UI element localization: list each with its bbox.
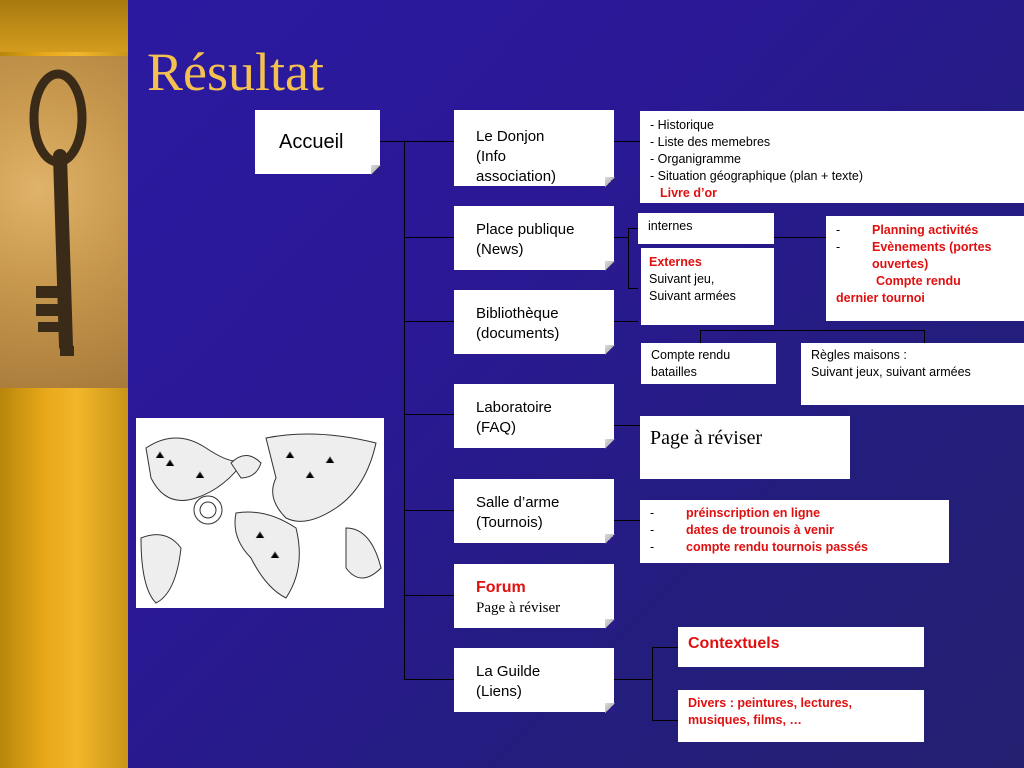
donjon-details-box	[640, 111, 1024, 203]
connector	[404, 510, 454, 511]
internes-detail-item: - Planning activités	[836, 222, 1014, 239]
connector	[628, 228, 638, 229]
node-sublabel: (Tournois)	[476, 514, 543, 531]
page-fold	[605, 261, 615, 271]
page-a-reviser-label: Page à réviser	[650, 427, 763, 449]
node-sublabel: (Info	[476, 148, 507, 165]
salle-arme-item: - dates de trounois à venir	[650, 522, 939, 539]
connector	[404, 679, 454, 680]
fantasy-map-icon	[136, 418, 384, 608]
node-la-guilde[interactable]	[454, 648, 614, 712]
salle-arme-list	[650, 505, 939, 556]
node-place-publique[interactable]	[454, 206, 614, 270]
node-label: Le Donjon	[476, 128, 545, 145]
connector	[924, 330, 925, 343]
connector	[628, 288, 638, 289]
node-forum[interactable]	[454, 564, 614, 628]
connector	[614, 425, 640, 426]
contextuels-box	[678, 627, 924, 667]
contextuels-label: Contextuels	[688, 635, 780, 652]
compte-rendu-line: batailles	[651, 365, 697, 379]
node-sublabel: (documents)	[476, 325, 560, 342]
detail-line: - Liste des memebres	[650, 135, 771, 149]
node-label: Bibliothèque	[476, 305, 559, 322]
compte-rendu-line: Compte rendu	[651, 348, 731, 362]
map-image	[136, 418, 384, 608]
detail-line: - Historique	[650, 118, 714, 132]
page-fold	[605, 439, 615, 449]
internes-detail-item	[836, 239, 1014, 273]
connector	[404, 595, 454, 596]
page-fold	[605, 703, 615, 713]
page-fold	[605, 345, 615, 355]
detail-line: - Situation géographique (plan + texte)	[650, 169, 863, 183]
regles-line: Règles maisons :	[811, 348, 907, 362]
internes-extra: Compte rendu	[876, 274, 961, 288]
internes-details-list	[836, 222, 1014, 273]
node-label: Place publique	[476, 221, 575, 238]
regles-maisons-box	[801, 343, 1024, 405]
connector	[614, 520, 640, 521]
connector	[700, 330, 924, 331]
connector	[380, 141, 405, 142]
connector	[404, 141, 454, 142]
node-label: Salle d’arme	[476, 494, 560, 511]
externes-title: Externes	[649, 255, 702, 269]
node-label: La Guilde	[476, 663, 541, 680]
connector	[700, 330, 701, 343]
news-internes-box	[638, 213, 774, 244]
connector	[614, 237, 628, 238]
connector	[614, 321, 638, 322]
compte-rendu-batailles-box	[641, 343, 776, 384]
page-fold	[605, 619, 615, 629]
internes-detail-text: Evènements (portes ouvertes)	[872, 240, 992, 271]
connector	[652, 720, 678, 721]
connector	[774, 237, 826, 238]
node-sublabel: association)	[476, 168, 557, 185]
salle-arme-item: - préinscription en ligne	[650, 505, 939, 522]
node-sublabel: (FAQ)	[476, 419, 516, 436]
news-externes-box	[641, 248, 774, 325]
connector	[404, 237, 454, 238]
internes-label: internes	[648, 219, 693, 233]
news-internes-details-box	[826, 216, 1024, 321]
node-le-donjon[interactable]	[454, 110, 614, 186]
left-bar-top	[0, 0, 128, 52]
connector	[628, 228, 629, 288]
page-fold	[371, 165, 381, 175]
connector	[404, 141, 405, 679]
detail-highlight: Livre d’or	[660, 186, 717, 200]
connector	[652, 647, 653, 720]
key-photo	[0, 56, 128, 388]
connector	[404, 321, 454, 322]
page-fold	[605, 177, 615, 187]
key-icon	[0, 56, 128, 388]
root-node-accueil[interactable]	[255, 110, 380, 174]
node-laboratoire[interactable]	[454, 384, 614, 448]
node-sublabel: (News)	[476, 241, 524, 258]
node-bibliotheque[interactable]	[454, 290, 614, 354]
salle-arme-details-box	[640, 500, 949, 563]
detail-line: - Organigramme	[650, 152, 741, 166]
page-fold	[605, 534, 615, 544]
externes-line: Suivant armées	[649, 289, 736, 303]
salle-arme-item: - compte rendu tournois passés	[650, 539, 939, 556]
slide-title: Résultat	[147, 42, 324, 102]
divers-label: Divers : peintures, lectures, musiques, films, …	[688, 696, 852, 727]
root-label: Accueil	[279, 131, 344, 153]
node-label: Laboratoire	[476, 399, 552, 416]
divers-box	[678, 690, 924, 742]
connector	[652, 647, 678, 648]
regles-line: Suivant jeux, suivant armées	[811, 365, 971, 379]
connector	[614, 141, 640, 142]
page-a-reviser-box	[640, 416, 850, 479]
node-sublabel: (Liens)	[476, 683, 522, 700]
connector	[614, 679, 652, 680]
externes-line: Suivant jeu,	[649, 272, 715, 286]
connector	[404, 414, 454, 415]
node-sublabel: Page à réviser	[476, 600, 561, 616]
node-salle-arme[interactable]	[454, 479, 614, 543]
node-label: Forum	[476, 579, 526, 596]
internes-extra: dernier tournoi	[836, 291, 925, 305]
